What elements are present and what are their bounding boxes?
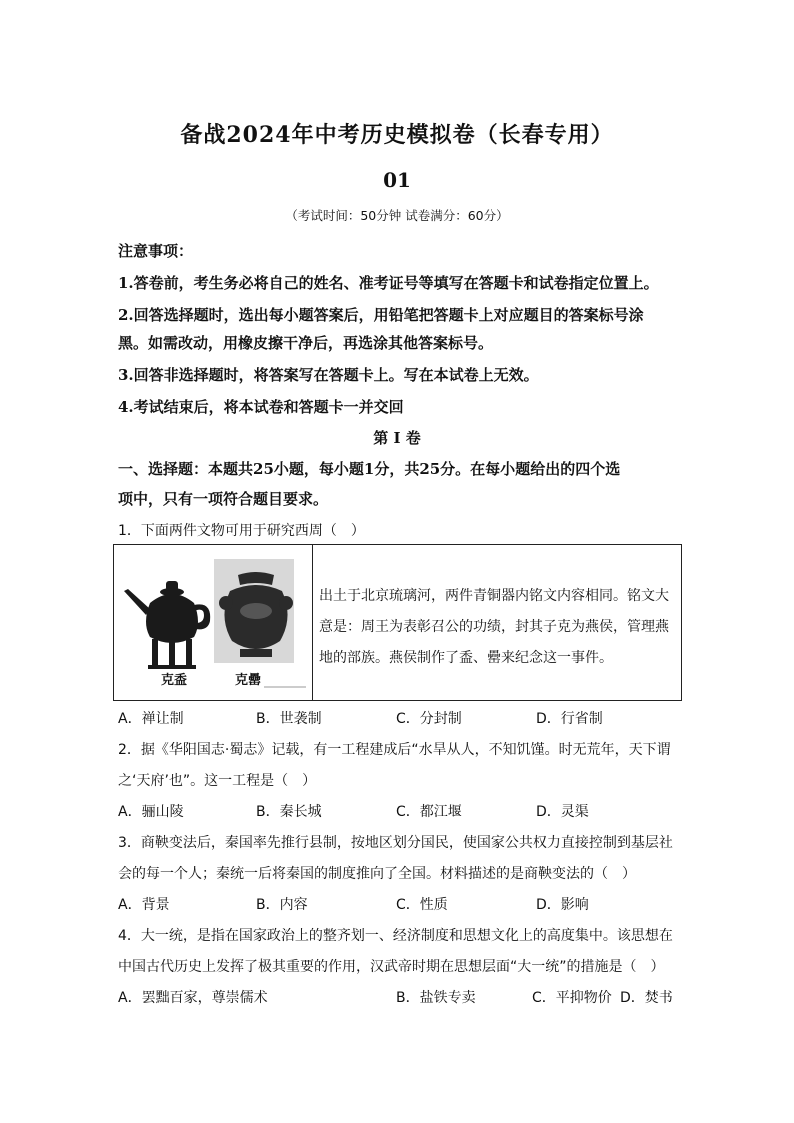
notice-heading: 注意事项： — [118, 242, 194, 260]
option-d: D．行省制 — [536, 711, 603, 727]
option-b: B．世袭制 — [256, 711, 322, 727]
option-a: A．背景 — [118, 897, 170, 913]
page-title: 备战2024年中考历史模拟卷（长春专用） — [180, 122, 614, 148]
option-a: A．骊山陵 — [118, 804, 184, 820]
option-b: B．内容 — [256, 897, 308, 913]
question-stem: 会的每一个人；秦统一后将秦国的制度推向了全国。材料描述的是商鞅变法的（ ） — [118, 866, 636, 882]
question-stem: 中国古代历史上发挥了极其重要的作用，汉武帝时期在思想层面“大一统”的措施是（ ） — [118, 959, 665, 975]
bronze-vessels-image — [114, 545, 312, 700]
artifact-description — [313, 545, 681, 700]
section-intro: 项中，只有一项符合题目要求。 — [118, 490, 329, 508]
option-d: D．灵渠 — [536, 804, 589, 820]
option-a: A．禅让制 — [118, 711, 184, 727]
option-d: D．焚书 — [620, 990, 673, 1006]
notice-item: 1.答卷前，考生务必将自己的姓名、准考证号等填写在答题卡和试卷指定位置上。 — [118, 274, 659, 292]
option-c: C．分封制 — [396, 711, 462, 727]
question-stem: 3．商鞅变法后，秦国率先推行县制，按地区划分国民，使国家公共权力直接控制到基层社 — [118, 835, 673, 851]
question-stem: 4．大一统，是指在国家政治上的整齐划一、经济制度和思想文化上的高度集中。该思想在 — [118, 928, 673, 944]
question-1-table — [113, 544, 682, 701]
exam-info: （考试时间：50分钟 试卷满分：60分） — [285, 208, 509, 223]
part-heading: 第 I 卷 — [373, 429, 421, 447]
option-b: B．盐铁专卖 — [396, 990, 476, 1006]
description-line: 出土于北京琉璃河，两件青铜器内铭文内容相同。铭文大 — [319, 588, 669, 604]
option-d: D．影响 — [536, 897, 589, 913]
artifact-photos — [114, 545, 313, 700]
description-line: 地的部族。燕侯制作了盉、罍来纪念这一事件。 — [319, 650, 613, 666]
notice-item: 4.考试结束后，将本试卷和答题卡一并交回 — [118, 398, 404, 416]
notice-item: 3.回答非选择题时，将答案写在答题卡上。写在本试卷上无效。 — [118, 366, 539, 384]
option-c: C．都江堰 — [396, 804, 462, 820]
paper-number: 01 — [383, 168, 411, 192]
notice-item: 黑。如需改动，用橡皮擦干净后，再选涂其他答案标号。 — [118, 334, 494, 352]
description-line: 意是：周王为表彰召公的功绩，封其子克为燕侯，管理燕 — [319, 619, 669, 635]
caption-lei: 克罍 — [235, 673, 262, 688]
option-c: C．性质 — [396, 897, 448, 913]
question-stem: 之‘天府’也”。这一工程是（ ） — [118, 773, 317, 789]
caption-he: 克盉 — [161, 673, 188, 688]
question-stem: 1．下面两件文物可用于研究西周（ ） — [118, 523, 365, 539]
option-b: B．秦长城 — [256, 804, 322, 820]
notice-item: 2.回答选择题时，选出每小题答案后，用铅笔把答题卡上对应题目的答案标号涂 — [118, 306, 644, 324]
option-c: C．平抑物价 — [532, 990, 612, 1006]
question-stem: 2．据《华阳国志·蜀志》记载，有一工程建成后“水旱从人，不知饥馑。时无荒年，天下谓 — [118, 742, 671, 758]
option-a: A．罢黜百家，尊崇儒术 — [118, 990, 268, 1006]
section-intro: 一、选择题：本题共25小题，每小题1分，共25分。在每小题给出的四个选 — [118, 460, 621, 478]
